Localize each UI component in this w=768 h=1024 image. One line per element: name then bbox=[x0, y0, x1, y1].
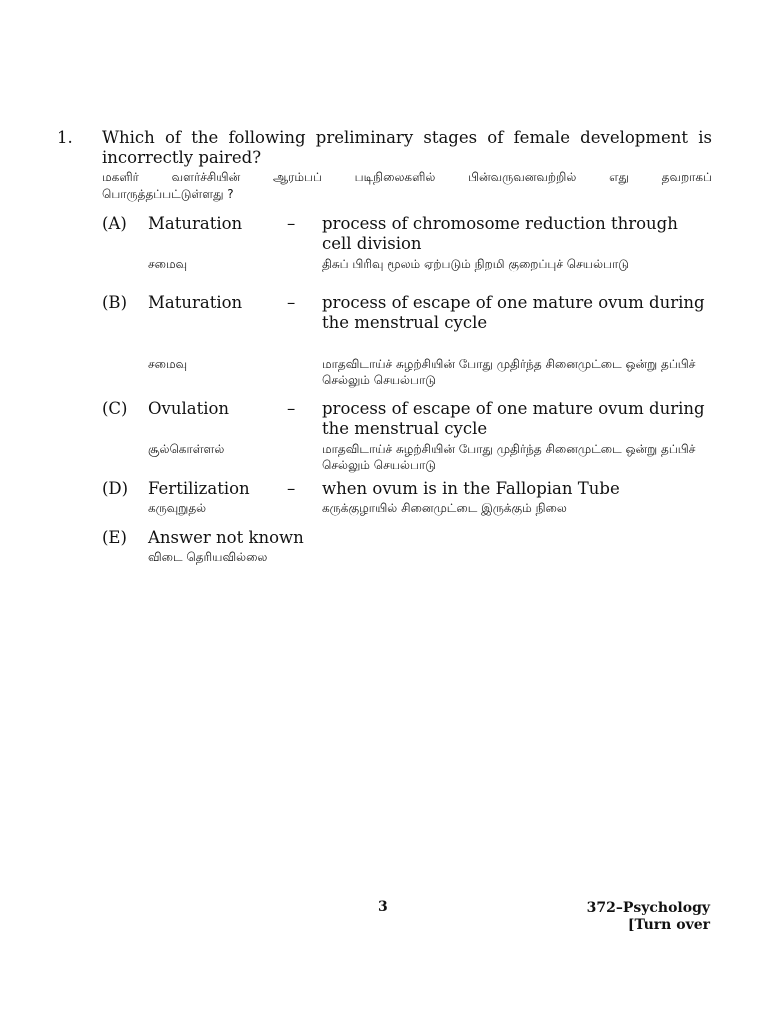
subject-code: 372–Psychology bbox=[586, 900, 710, 916]
option-description-en: process of escape of one mature ovum during the menstrual cycle bbox=[322, 293, 705, 332]
option-term-en: Maturation bbox=[148, 214, 243, 233]
option-dash: – bbox=[287, 479, 296, 498]
option-description-en: when ovum is in the Fallopian Tube bbox=[322, 479, 620, 498]
option-term-ta: சூல்கொள்ளல் bbox=[148, 442, 225, 456]
option-dash: – bbox=[287, 293, 296, 312]
question-text-ta-line2: பொருத்தப்பட்டுள்ளது ? bbox=[102, 187, 234, 201]
turn-over-label: [Turn over bbox=[627, 917, 710, 933]
option-term-ta: சமைவு bbox=[148, 357, 188, 371]
option-term-ta: சமைவு bbox=[148, 257, 188, 271]
option-letter: (B) bbox=[102, 293, 127, 312]
option-term-en: Maturation bbox=[148, 293, 243, 312]
option-description-ta: திசுப் பிரிவு மூலம் ஏற்படும் நிறமி குறைப்புச் செயல்பாடு bbox=[322, 257, 629, 271]
option-description-en: process of chromosome reduction through cell division bbox=[322, 214, 678, 253]
option-description-en: process of escape of one mature ovum during the menstrual cycle bbox=[322, 399, 705, 438]
option-dash: – bbox=[287, 399, 296, 418]
option-description-ta: மாதவிடாய்ச் சுழற்சியின் போது முதிர்ந்த சினைமுட்டை ஒன்று தப்பிச் செல்லும் செயல்பாடு bbox=[322, 442, 696, 472]
question-text-en-line1: Which of the following preliminary stages of female development is bbox=[102, 128, 712, 147]
option-letter: (A) bbox=[102, 214, 127, 233]
option-letter: (E) bbox=[102, 528, 127, 547]
question-text-en-line2: incorrectly paired? bbox=[102, 148, 262, 167]
option-letter: (D) bbox=[102, 479, 129, 498]
option-answer-ta: விடை தெரியவில்லை bbox=[148, 550, 268, 564]
option-term-en: Fertilization bbox=[148, 479, 250, 498]
page-number: 3 bbox=[378, 899, 388, 915]
option-term-en: Ovulation bbox=[148, 399, 230, 418]
option-term-ta: கருவுறுதல் bbox=[148, 501, 207, 515]
option-description-ta: மாதவிடாய்ச் சுழற்சியின் போது முதிர்ந்த சினைமுட்டை ஒன்று தப்பிச் செல்லும் செயல்பாடு bbox=[322, 357, 696, 387]
question-number: 1. bbox=[57, 128, 73, 147]
question-text-ta-line1: மகளிர் வளர்ச்சியின் ஆரம்பப் படிநிலைகளில் பின்வருவனவற்றில் எது தவறாகப் bbox=[102, 170, 712, 184]
option-letter: (C) bbox=[102, 399, 128, 418]
option-dash: – bbox=[287, 214, 296, 233]
option-answer-en: Answer not known bbox=[148, 528, 304, 547]
option-description-ta: கருக்குழாயில் சினைமுட்டை இருக்கும் நிலை bbox=[322, 501, 567, 515]
